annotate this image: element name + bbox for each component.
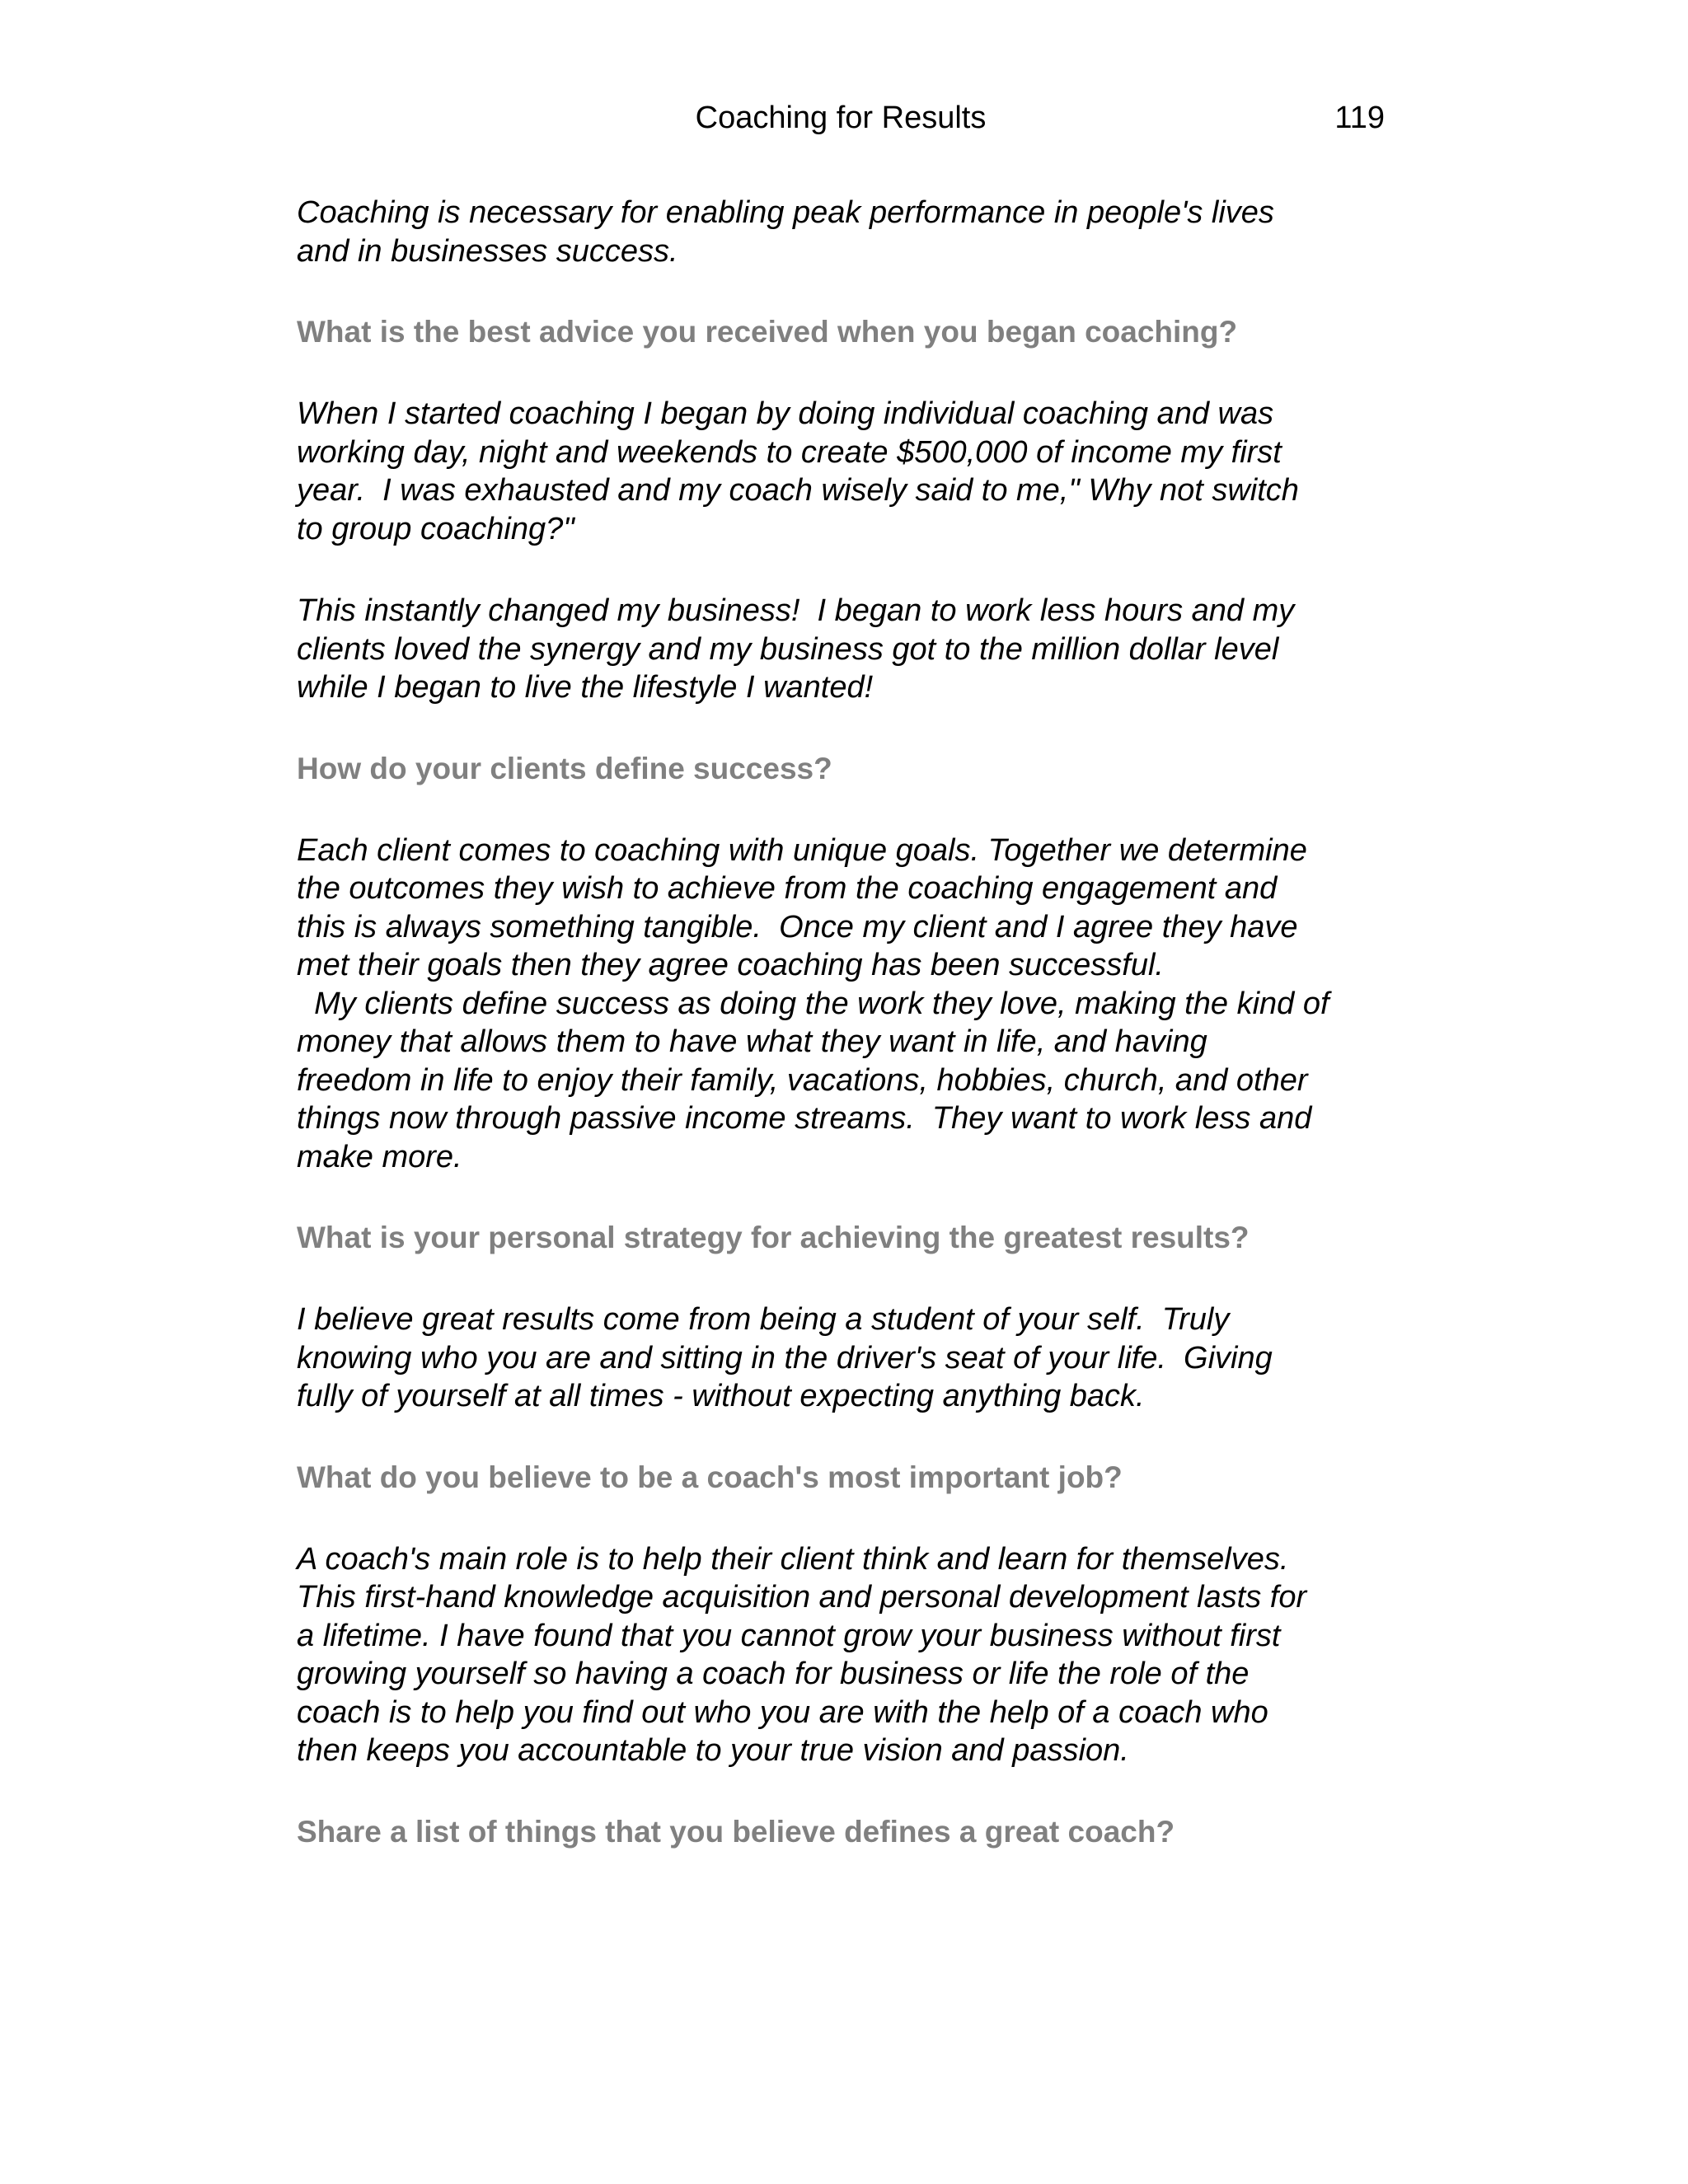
question-heading: What is your personal strategy for achieving the greatest results? — [297, 1221, 1250, 1254]
question-heading: What do you believe to be a coach's most important job? — [297, 1460, 1123, 1494]
answer-paragraph: This instantly changed my business! I began to work less hours and my clients loved the synergy and my business got to the million dollar level while I began to live the lifestyle I wanted! — [297, 593, 1295, 705]
question-heading: What is the best advice you received when you began coaching? — [297, 315, 1238, 349]
page-number: 119 — [1334, 101, 1385, 135]
answer-paragraph: A coach's main role is to help their client think and learn for themselves. This first-hand knowledge acquisition and personal development lasts for a lifetime. I have found that you cannot grow your business without first growing yourself so having a coach for business or life the role of the coach is to help you find out who you are with the help of a coach who then keeps you accountable to your true vision and passion. — [297, 1541, 1307, 1768]
running-title: Coaching for Results — [695, 101, 987, 135]
running-header — [297, 97, 1385, 138]
page-body — [297, 194, 1393, 1851]
answer-paragraph: Each client comes to coaching with unique goals. Together we determine the outcomes they wish to achieve from the coaching engagement and this is always something tangible. Once my client and I agree they have met their goals then they agree coaching has been successful. — [297, 832, 1307, 982]
answer-paragraph: Coaching is necessary for enabling peak performance in people's lives and in businesses success. — [297, 195, 1274, 269]
answer-paragraph: I believe great results come from being a student of your self. Truly knowing who you are and sitting in the driver's seat of your life. Giving fully of yourself at all times - without expecting anything back. — [297, 1302, 1273, 1413]
question-heading: How do your clients define success? — [297, 751, 832, 785]
answer-paragraph: My clients define success as doing the work they love, making the kind of money that allows them to have what they want in life, and having freedom in life to enjoy their family, vacations, hobbies, church, and other things now through passive income streams. They want to work less and make more. — [297, 986, 1329, 1174]
answer-paragraph: When I started coaching I began by doing individual coaching and was working day, night and weekends to create $500,000 of income my first year. I was exhausted and my coach wisely said to me," Why not switch to group coaching?" — [297, 396, 1299, 546]
question-heading: Share a list of things that you believe defines a great coach? — [297, 1814, 1175, 1849]
